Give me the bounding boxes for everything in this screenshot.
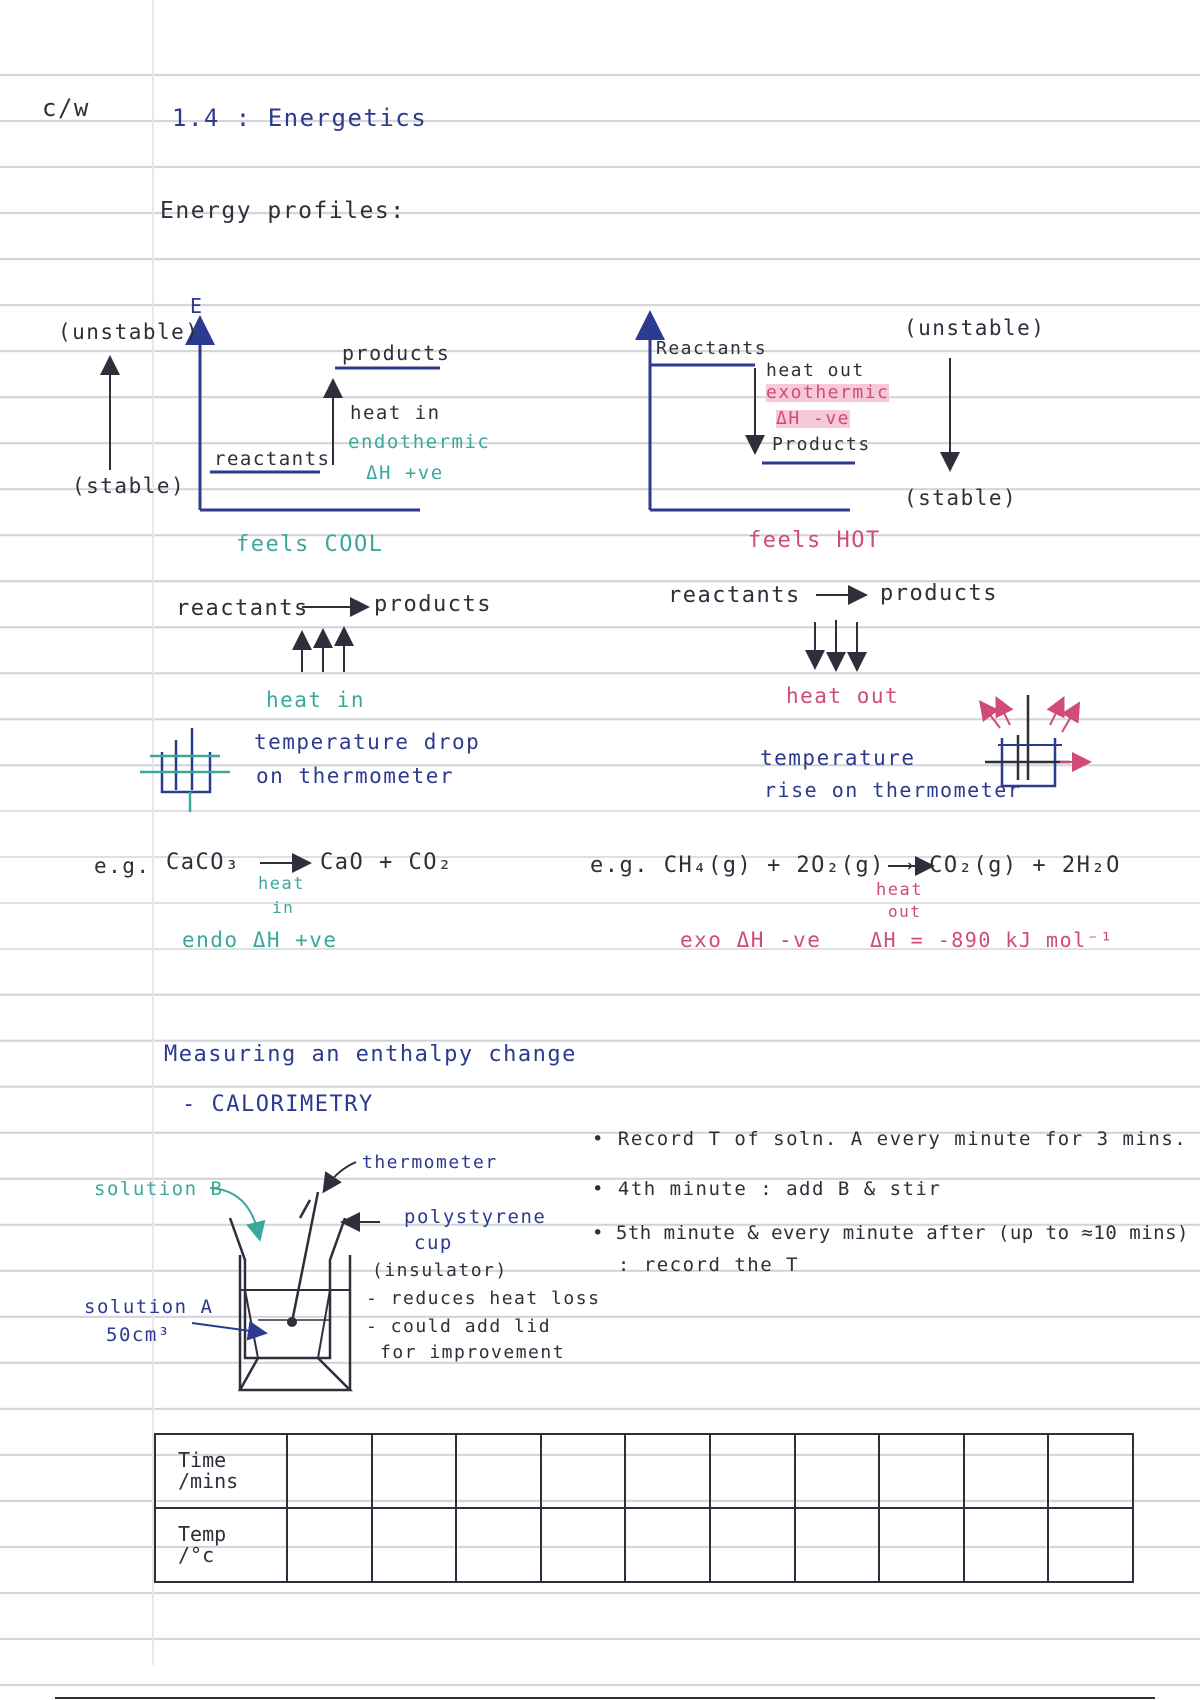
endo-reactants-word: reactants (176, 596, 309, 621)
table-cell[interactable] (372, 1434, 457, 1508)
table-cell[interactable] (541, 1434, 626, 1508)
exo-equation: e.g. CH₄(g) + 2O₂(g) → CO₂(g) + 2H₂O (590, 853, 1121, 878)
temp-rise-line2: rise on thermometer (764, 778, 1022, 802)
energy-axis-label: E (190, 294, 204, 318)
feels-cool-label: feels COOL (236, 532, 384, 557)
endo-delta-h-label: ΔH +ve (366, 462, 444, 484)
exo-reactants-label: Reactants (656, 338, 768, 359)
temp-rise-line1: temperature (760, 746, 916, 770)
exo-stable-label: (stable) (904, 486, 1018, 510)
table-cell[interactable] (625, 1508, 710, 1582)
table-cell[interactable] (710, 1508, 795, 1582)
exo-delta-h-label: ΔH -ve (776, 408, 851, 429)
exo-products-word: products (880, 581, 998, 606)
time-header-line1: Time (178, 1448, 227, 1472)
table-cell[interactable] (879, 1434, 964, 1508)
endothermic-label: endothermic (348, 431, 491, 453)
endo-note: endo ΔH +ve (182, 928, 338, 952)
table-cell[interactable] (879, 1508, 964, 1582)
add-lid-note: - could add lid (366, 1316, 552, 1337)
table-cell[interactable] (287, 1508, 372, 1582)
table-cell[interactable] (1048, 1508, 1133, 1582)
endo-equation-reactant: CaCO₃ (166, 850, 240, 875)
endo-heat-in-label: heat in (350, 402, 441, 424)
table-cell[interactable] (964, 1508, 1049, 1582)
reduces-heat-loss-note: - reduces heat loss (366, 1288, 601, 1309)
endo-products-word: products (374, 592, 492, 617)
feels-hot-label: feels HOT (748, 528, 881, 553)
page-title: 1.4 : Energetics (172, 104, 428, 132)
endo-equation-in: in (272, 898, 295, 917)
endo-equation-heat: heat (258, 874, 305, 894)
time-header-line2: /mins (178, 1469, 239, 1493)
method-step: • 4th minute : add B & stir (592, 1178, 942, 1200)
beaker-cool-icon (140, 728, 230, 812)
table-row (155, 1434, 1133, 1508)
beaker-hot-icon (985, 695, 1082, 786)
polystyrene-label: polystyrene (404, 1206, 547, 1228)
table-cell[interactable] (795, 1508, 880, 1582)
exo-heat-out-word: heat out (786, 684, 900, 708)
exo-note: exo ΔH -ve (680, 928, 822, 952)
endo-heat-in-word: heat in (266, 688, 366, 712)
table-cell[interactable] (456, 1434, 541, 1508)
thermometer-label: thermometer (362, 1152, 498, 1173)
insulator-label: (insulator) (372, 1260, 508, 1281)
exo-products-label: Products (772, 434, 871, 455)
improvement-note: for improvement (380, 1342, 566, 1363)
table-cell[interactable] (710, 1434, 795, 1508)
table-cell[interactable] (625, 1434, 710, 1508)
time-header (155, 1434, 287, 1508)
exo-reactants-word: reactants (668, 583, 801, 608)
exo-heat-out-label: heat out (766, 360, 865, 381)
endo-equation-products: CaO + CO₂ (320, 850, 453, 875)
exo-equation-heat: heat (876, 880, 923, 900)
method-step: : record the T (592, 1254, 800, 1276)
exo-delta-h-value: ΔH = -890 kJ mol⁻¹ (870, 928, 1114, 952)
calorimetry-heading: Measuring an enthalpy change (164, 1042, 577, 1067)
exo-equation-out: out (888, 902, 922, 921)
endo-reactants-label: reactants (214, 448, 331, 470)
temp-header (155, 1508, 287, 1582)
calorimetry-subheading: - CALORIMETRY (182, 1092, 374, 1117)
temp-drop-line2: on thermometer (256, 764, 455, 788)
solution-a-label: solution A (84, 1296, 214, 1318)
table-cell[interactable] (964, 1434, 1049, 1508)
table-cell[interactable] (541, 1508, 626, 1582)
endo-eg-label: e.g. (94, 854, 151, 878)
results-table (154, 1433, 1134, 1583)
solution-b-label: solution B (94, 1178, 224, 1200)
table-row (155, 1508, 1133, 1582)
table-cell[interactable] (1048, 1434, 1133, 1508)
heat-in-arrows (302, 636, 344, 672)
temp-header-line2: /°c (178, 1543, 215, 1567)
table-cell[interactable] (287, 1434, 372, 1508)
section-heading-energy-profiles: Energy profiles: (160, 198, 406, 224)
method-step: • 5th minute & every minute after (up to ≈10 mins) (592, 1222, 1189, 1244)
exothermic-label: exothermic (766, 382, 890, 403)
table-cell[interactable] (372, 1508, 457, 1582)
exo-unstable-label: (unstable) (904, 316, 1046, 340)
endo-stable-label: (stable) (72, 474, 186, 498)
temp-drop-line1: temperature drop (254, 730, 481, 754)
classwork-label: c/w (42, 94, 90, 122)
endo-products-label: products (342, 341, 451, 365)
endo-unstable-label: (unstable) (58, 320, 200, 344)
table-cell[interactable] (456, 1508, 541, 1582)
cup-label: cup (414, 1232, 453, 1254)
heat-out-arrows (815, 620, 857, 662)
volume-label: 50cm³ (106, 1324, 171, 1346)
temp-header-line1: Temp (178, 1522, 227, 1546)
method-step: • Record T of soln. A every minute for 3 mins. (592, 1128, 1188, 1150)
table-cell[interactable] (795, 1434, 880, 1508)
